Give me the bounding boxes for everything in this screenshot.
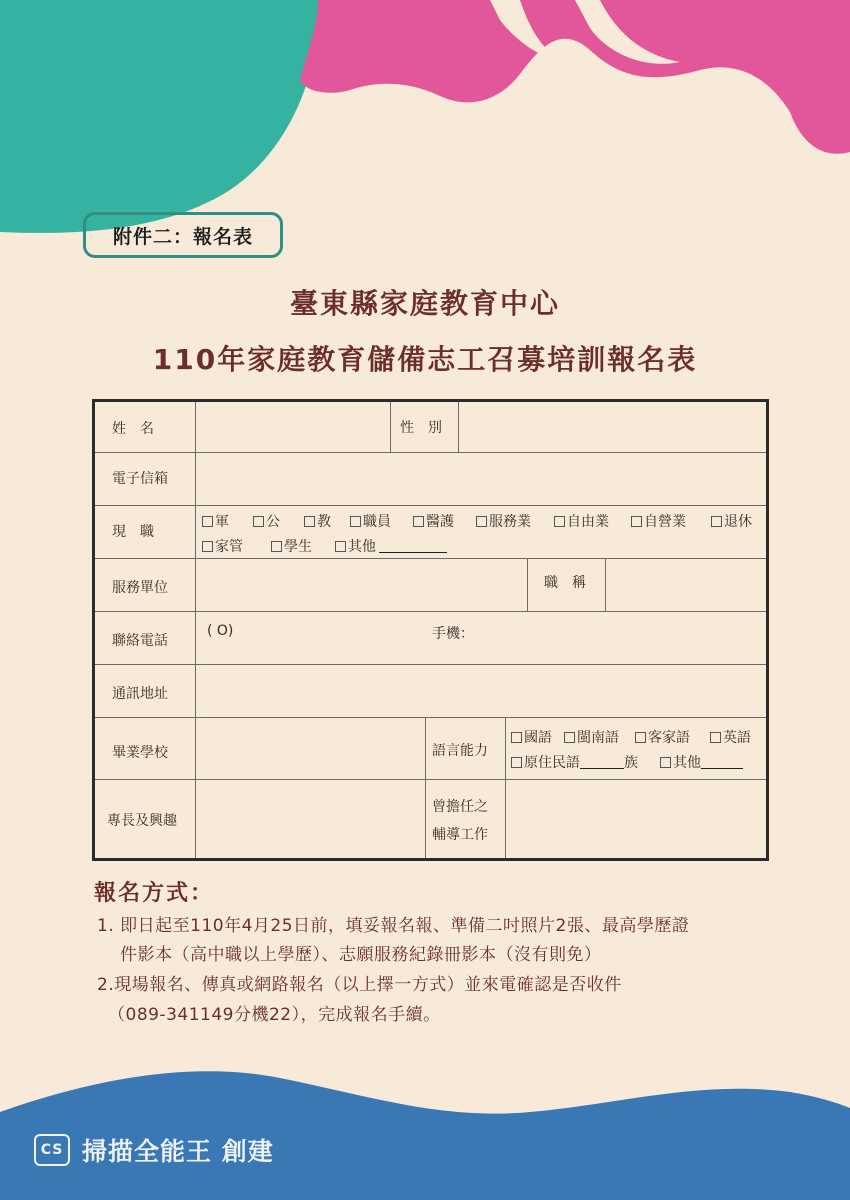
page-title: 臺東縣家庭教育中心 bbox=[289, 287, 560, 320]
method-item-1: 1. 即日起至110年4月25日前，填妥報名報、準備二吋照片2張、最高學歷證 bbox=[97, 916, 690, 936]
language-option-indigenous[interactable]: 原住民語 族 bbox=[511, 752, 638, 772]
scanner-brand-text: 掃描全能王 創建 bbox=[82, 1137, 274, 1166]
checkbox[interactable] bbox=[710, 732, 721, 743]
checkbox[interactable] bbox=[511, 757, 522, 768]
language-option[interactable]: 客家語 bbox=[635, 727, 690, 747]
checkbox[interactable] bbox=[271, 541, 282, 552]
page-subtitle: 110年家庭教育儲備志工召募培訓報名表 bbox=[152, 343, 698, 376]
checkbox[interactable] bbox=[554, 516, 565, 527]
other-blank[interactable] bbox=[379, 540, 447, 553]
job-label: 現 職 bbox=[112, 524, 154, 540]
job-option[interactable]: 自營業 bbox=[631, 511, 686, 531]
job-option[interactable]: 公 bbox=[253, 511, 280, 531]
checkbox[interactable] bbox=[253, 516, 264, 527]
language-option-other[interactable]: 其他 bbox=[660, 752, 743, 772]
col-divider bbox=[390, 402, 391, 452]
job-option[interactable]: 教 bbox=[304, 511, 331, 531]
talent-label: 專長及興趣 bbox=[107, 813, 177, 829]
gender-label: 性 別 bbox=[400, 420, 442, 436]
phone-label: 聯絡電話 bbox=[112, 633, 168, 649]
job-option[interactable]: 醫護 bbox=[413, 511, 454, 531]
col-divider bbox=[425, 717, 426, 858]
job-option[interactable]: 學生 bbox=[271, 536, 312, 556]
checkbox[interactable] bbox=[335, 541, 346, 552]
checkbox[interactable] bbox=[350, 516, 361, 527]
experience-field[interactable] bbox=[506, 780, 766, 858]
school-label: 畢業學校 bbox=[112, 745, 168, 761]
office-phone-label[interactable]: ( O) bbox=[207, 623, 234, 639]
checkbox[interactable] bbox=[660, 757, 671, 768]
job-option[interactable]: 職員 bbox=[350, 511, 391, 531]
checkbox[interactable] bbox=[631, 516, 642, 527]
job-option[interactable]: 服務業 bbox=[476, 511, 531, 531]
pink-blob bbox=[300, 0, 850, 154]
job-option-other[interactable]: 其他 bbox=[335, 536, 447, 556]
checkbox[interactable] bbox=[413, 516, 424, 527]
talent-field[interactable] bbox=[196, 780, 425, 858]
experience-label-line2: 輔導工作 bbox=[432, 827, 488, 843]
job-option[interactable]: 退休 bbox=[711, 511, 752, 531]
address-label: 通訊地址 bbox=[112, 686, 168, 702]
checkbox[interactable] bbox=[202, 516, 213, 527]
checkbox[interactable] bbox=[635, 732, 646, 743]
camscanner-logo-icon: CS bbox=[34, 1134, 70, 1166]
gender-field[interactable] bbox=[459, 402, 766, 452]
email-field[interactable] bbox=[196, 453, 766, 505]
col-divider bbox=[527, 558, 528, 611]
method-item-1-cont: 件影本（高中職以上學歷）、志願服務紀錄冊影本（沒有則免） bbox=[120, 945, 602, 965]
position-field[interactable] bbox=[606, 559, 766, 611]
language-option[interactable]: 英語 bbox=[710, 727, 751, 747]
checkbox[interactable] bbox=[476, 516, 487, 527]
language-other-blank[interactable] bbox=[701, 756, 743, 769]
attachment-tag: 附件二：報名表 bbox=[83, 212, 283, 258]
job-option[interactable]: 軍 bbox=[202, 511, 229, 531]
address-field[interactable] bbox=[196, 665, 766, 717]
method-item-2-cont: （089-341149分機22），完成報名手續。 bbox=[108, 1005, 441, 1025]
checkbox[interactable] bbox=[511, 732, 522, 743]
mobile-label[interactable]: 手機： bbox=[432, 626, 474, 642]
name-field[interactable] bbox=[196, 402, 390, 452]
service-unit-label: 服務單位 bbox=[112, 580, 168, 596]
language-label: 語言能力 bbox=[432, 743, 488, 759]
experience-label-line1: 曾擔任之 bbox=[432, 799, 488, 815]
position-label: 職 稱 bbox=[544, 575, 586, 591]
checkbox[interactable] bbox=[202, 541, 213, 552]
checkbox[interactable] bbox=[304, 516, 315, 527]
service-unit-field[interactable] bbox=[196, 559, 527, 611]
name-label: 姓 名 bbox=[112, 421, 154, 437]
email-label: 電子信箱 bbox=[112, 471, 168, 487]
job-option[interactable]: 家管 bbox=[202, 536, 243, 556]
language-option[interactable]: 閩南語 bbox=[564, 727, 619, 747]
checkbox[interactable] bbox=[711, 516, 722, 527]
tribe-blank[interactable] bbox=[580, 756, 624, 769]
language-option[interactable]: 國語 bbox=[511, 727, 552, 747]
job-option[interactable]: 自由業 bbox=[554, 511, 609, 531]
method-title: 報名方式： bbox=[94, 881, 215, 906]
school-field[interactable] bbox=[196, 718, 425, 779]
registration-form bbox=[92, 399, 769, 861]
teal-blob bbox=[0, 0, 318, 233]
method-item-2: 2.現場報名、傳真或網路報名（以上擇一方式）並來電確認是否收件 bbox=[97, 975, 622, 995]
scanner-watermark bbox=[34, 1132, 274, 1168]
checkbox[interactable] bbox=[564, 732, 575, 743]
